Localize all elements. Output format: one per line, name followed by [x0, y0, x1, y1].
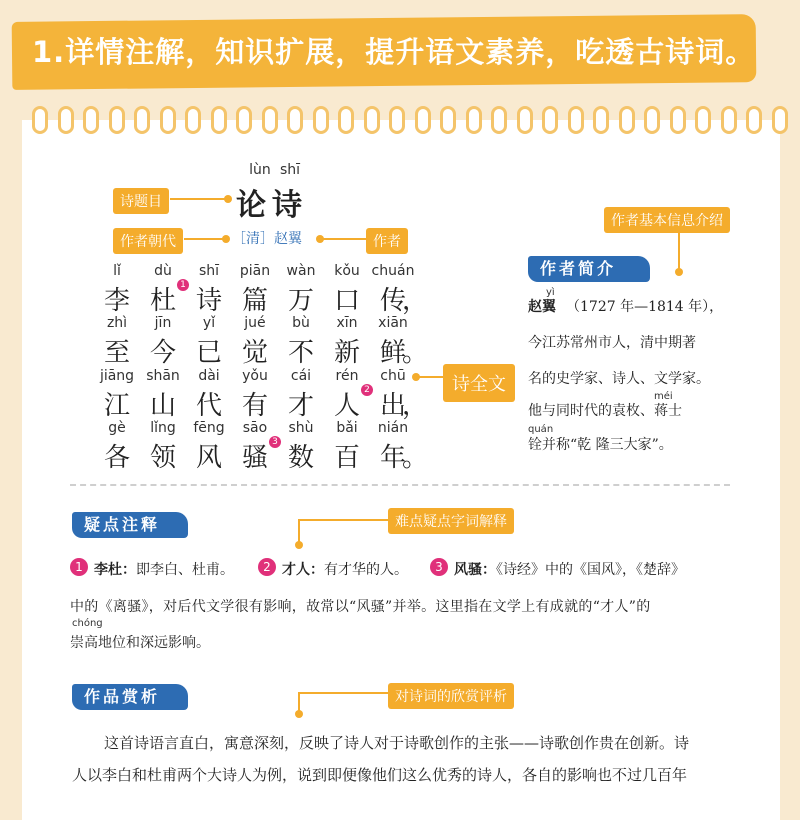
callout-notes-dot — [295, 541, 303, 549]
poem-pinyin: dài — [198, 368, 220, 384]
author-name-pinyin: yì — [546, 287, 555, 298]
binder-ring — [389, 106, 405, 134]
poem-pinyin: xiān — [378, 315, 408, 331]
poem-pinyin: chū — [380, 368, 406, 384]
note-term-1: 李杜： — [94, 562, 136, 578]
callout-appreciation: 对诗词的欣赏评析 — [388, 683, 514, 709]
poem-character: 传 — [379, 286, 406, 316]
note-marker: 3 — [269, 436, 281, 448]
author-bio-line-3: 名的史学家、诗人、文学家。 — [528, 371, 710, 387]
appreciation-line-2: 人以李白和杜甫两个大诗人为例，说到即便像他们这么优秀的诗人，各自的影响也不过几百年 — [72, 766, 688, 784]
author-bio-line-5: 铨并称“乾 隆三大家”。 — [528, 437, 673, 453]
appreciation-line-1: 这首诗语言直白，寓意深刻，反映了诗人对于诗歌创作的主张——诗歌创作贵在创新。诗 — [104, 734, 690, 752]
author-section-heading: 作者简介 — [528, 256, 650, 282]
binder-ring — [644, 106, 660, 134]
binder-ring — [772, 106, 788, 134]
notes-section-heading: 疑点注释 — [72, 512, 188, 538]
binder-ring — [287, 106, 303, 134]
callout-appreciation-line-h — [298, 692, 388, 694]
note-text-2: 有才华的人。 — [324, 562, 408, 578]
poem-character: 不 — [287, 338, 314, 368]
callout-author-info-line — [678, 230, 680, 272]
poem-pinyin: yǒu — [242, 368, 268, 384]
binder-ring — [542, 106, 558, 134]
poem-character: 万 — [287, 286, 314, 316]
callout-notes: 难点疑点字词解释 — [388, 508, 514, 534]
binder-ring — [313, 106, 329, 134]
poem-character: 觉 — [241, 338, 268, 368]
callout-title: 诗题目 — [113, 188, 169, 214]
author-bio-pinyin-quan: quán — [528, 424, 554, 435]
binder-ring — [670, 106, 686, 134]
poem-character: 出 — [379, 391, 406, 421]
poem-character: 数 — [287, 443, 314, 473]
note-marker: 2 — [361, 384, 373, 396]
note-number-3: 3 — [430, 558, 448, 576]
note-marker: 1 — [177, 279, 189, 291]
poem-character: 已 — [195, 338, 222, 368]
poem-character: 领 — [149, 443, 176, 473]
poem-pinyin: bù — [292, 315, 310, 331]
poem-punctuation: ， — [402, 286, 429, 316]
poem-pinyin: cái — [290, 368, 312, 384]
poem-character: 年 — [379, 443, 406, 473]
poem-pinyin: jiāng — [99, 368, 135, 384]
note-item-3 — [454, 559, 685, 579]
binder-ring — [695, 106, 711, 134]
binder-ring — [568, 106, 584, 134]
note-item-2 — [282, 559, 408, 579]
note-number-1: 1 — [70, 558, 88, 576]
binder-ring — [466, 106, 482, 134]
poem-pinyin: jué — [244, 315, 266, 331]
poem-character: 至 — [103, 338, 130, 368]
poem-pinyin: lǐ — [113, 263, 121, 279]
title-pinyin-2: shī — [279, 162, 301, 178]
note-continuation-2: 崇高地位和深远影响。 — [70, 635, 210, 651]
binder-ring — [440, 106, 456, 134]
poem-character: 风 — [195, 443, 222, 473]
binder-rings — [20, 106, 780, 136]
binder-ring — [364, 106, 380, 134]
poem-pinyin: shī — [198, 263, 220, 279]
poem-character: 有 — [241, 391, 268, 421]
poem-pinyin: nián — [377, 420, 409, 436]
binder-ring — [746, 106, 762, 134]
callout-author-info: 作者基本信息介绍 — [604, 207, 730, 233]
callout-dynasty-dot — [222, 235, 230, 243]
callout-title-line — [170, 198, 228, 200]
note-term-3: 风骚： — [454, 562, 496, 578]
note-text-3: 《诗经》中的《国风》，《楚辞》 — [496, 562, 685, 578]
poem-character: 才 — [287, 391, 314, 421]
appreciation-section-heading: 作品赏析 — [72, 684, 188, 710]
binder-ring — [211, 106, 227, 134]
callout-notes-line-h — [298, 519, 388, 521]
poem-dynasty-author: ［清］赵翼 — [232, 231, 302, 247]
callout-title-dot — [224, 195, 232, 203]
section-divider — [70, 484, 730, 486]
poem-character: 李 — [103, 286, 130, 316]
callout-full-text: 诗全文 — [443, 364, 515, 402]
callout-author-line — [320, 238, 366, 240]
author-bio-pinyin-mei: méi — [654, 391, 673, 402]
poem-pinyin: jīn — [154, 315, 172, 331]
poem-character: 骚 — [241, 443, 268, 473]
poem-punctuation: 。 — [402, 338, 429, 368]
binder-ring — [236, 106, 252, 134]
binder-ring — [491, 106, 507, 134]
poem-character: 新 — [333, 338, 360, 368]
poem-character: 诗 — [195, 286, 222, 316]
poem-pinyin: lǐng — [150, 420, 176, 436]
poem-pinyin: yǐ — [202, 315, 216, 331]
author-bio-line-2: 今江苏常州市人，清中期著 — [528, 335, 696, 351]
poem-punctuation: ， — [402, 391, 429, 421]
binder-ring — [593, 106, 609, 134]
poem-pinyin: shù — [288, 420, 314, 436]
callout-author: 作者 — [366, 228, 408, 254]
poem-character: 江 — [103, 391, 130, 421]
callout-dynasty-line — [184, 238, 226, 240]
binder-ring — [721, 106, 737, 134]
poem-pinyin: wàn — [286, 263, 316, 279]
poem-character: 山 — [149, 391, 176, 421]
binder-ring — [134, 106, 150, 134]
author-name: 赵翼 — [528, 299, 556, 315]
binder-ring — [185, 106, 201, 134]
poem-character: 百 — [333, 443, 360, 473]
note-item-1 — [94, 559, 234, 579]
binder-ring — [32, 106, 48, 134]
poem-character: 杜 — [149, 286, 176, 316]
callout-appreciation-dot — [295, 710, 303, 718]
note-pinyin-chong: chóng — [72, 618, 103, 629]
binder-ring — [58, 106, 74, 134]
callout-dynasty: 作者朝代 — [113, 228, 183, 254]
binder-ring — [83, 106, 99, 134]
poem-pinyin: chuán — [371, 263, 415, 279]
poem-pinyin: kǒu — [334, 263, 360, 279]
poem-pinyin: sāo — [242, 420, 268, 436]
binder-ring — [415, 106, 431, 134]
note-continuation-1: 中的《离骚》，对后代文学很有影响，故常以“风骚”并举。这里指在文学上有成就的“才人”的 — [70, 599, 651, 615]
binder-ring — [338, 106, 354, 134]
title-pinyin-1: lùn — [249, 162, 271, 178]
poem-punctuation: 。 — [402, 443, 429, 473]
binder-ring — [619, 106, 635, 134]
note-number-2: 2 — [258, 558, 276, 576]
poem-character: 今 — [149, 338, 176, 368]
poem-title: 论诗 — [236, 188, 308, 223]
callout-fulltext-line — [416, 376, 444, 378]
poem-pinyin: fēng — [193, 420, 225, 436]
poem-pinyin: dù — [154, 263, 172, 279]
poem-character: 各 — [103, 443, 130, 473]
poem-pinyin: gè — [108, 420, 126, 436]
poem-character: 代 — [195, 391, 222, 421]
binder-ring — [109, 106, 125, 134]
author-bio-line-4: 他与同时代的袁枚、蒋士 — [528, 403, 682, 419]
poem-pinyin: xīn — [336, 315, 358, 331]
poem-pinyin: rén — [335, 368, 359, 384]
note-term-2: 才人： — [282, 562, 324, 578]
poem-pinyin: bǎi — [336, 420, 358, 436]
poem-pinyin: piān — [239, 263, 271, 279]
binder-ring — [262, 106, 278, 134]
banner-title: 1.详情注解，知识扩展，提升语文素养，吃透古诗词。 — [32, 35, 756, 69]
callout-author-info-dot — [675, 268, 683, 276]
poem-pinyin: zhì — [106, 315, 128, 331]
poem-pinyin: shān — [146, 368, 180, 384]
binder-ring — [517, 106, 533, 134]
poem-character: 人 — [333, 391, 360, 421]
note-text-1: 即李白、杜甫。 — [136, 562, 234, 578]
author-years: （1727 年—1814 年）， — [566, 299, 724, 315]
binder-ring — [160, 106, 176, 134]
poem-character: 口 — [333, 286, 360, 316]
poem-character: 篇 — [241, 286, 268, 316]
poem-character: 鲜 — [379, 338, 406, 368]
